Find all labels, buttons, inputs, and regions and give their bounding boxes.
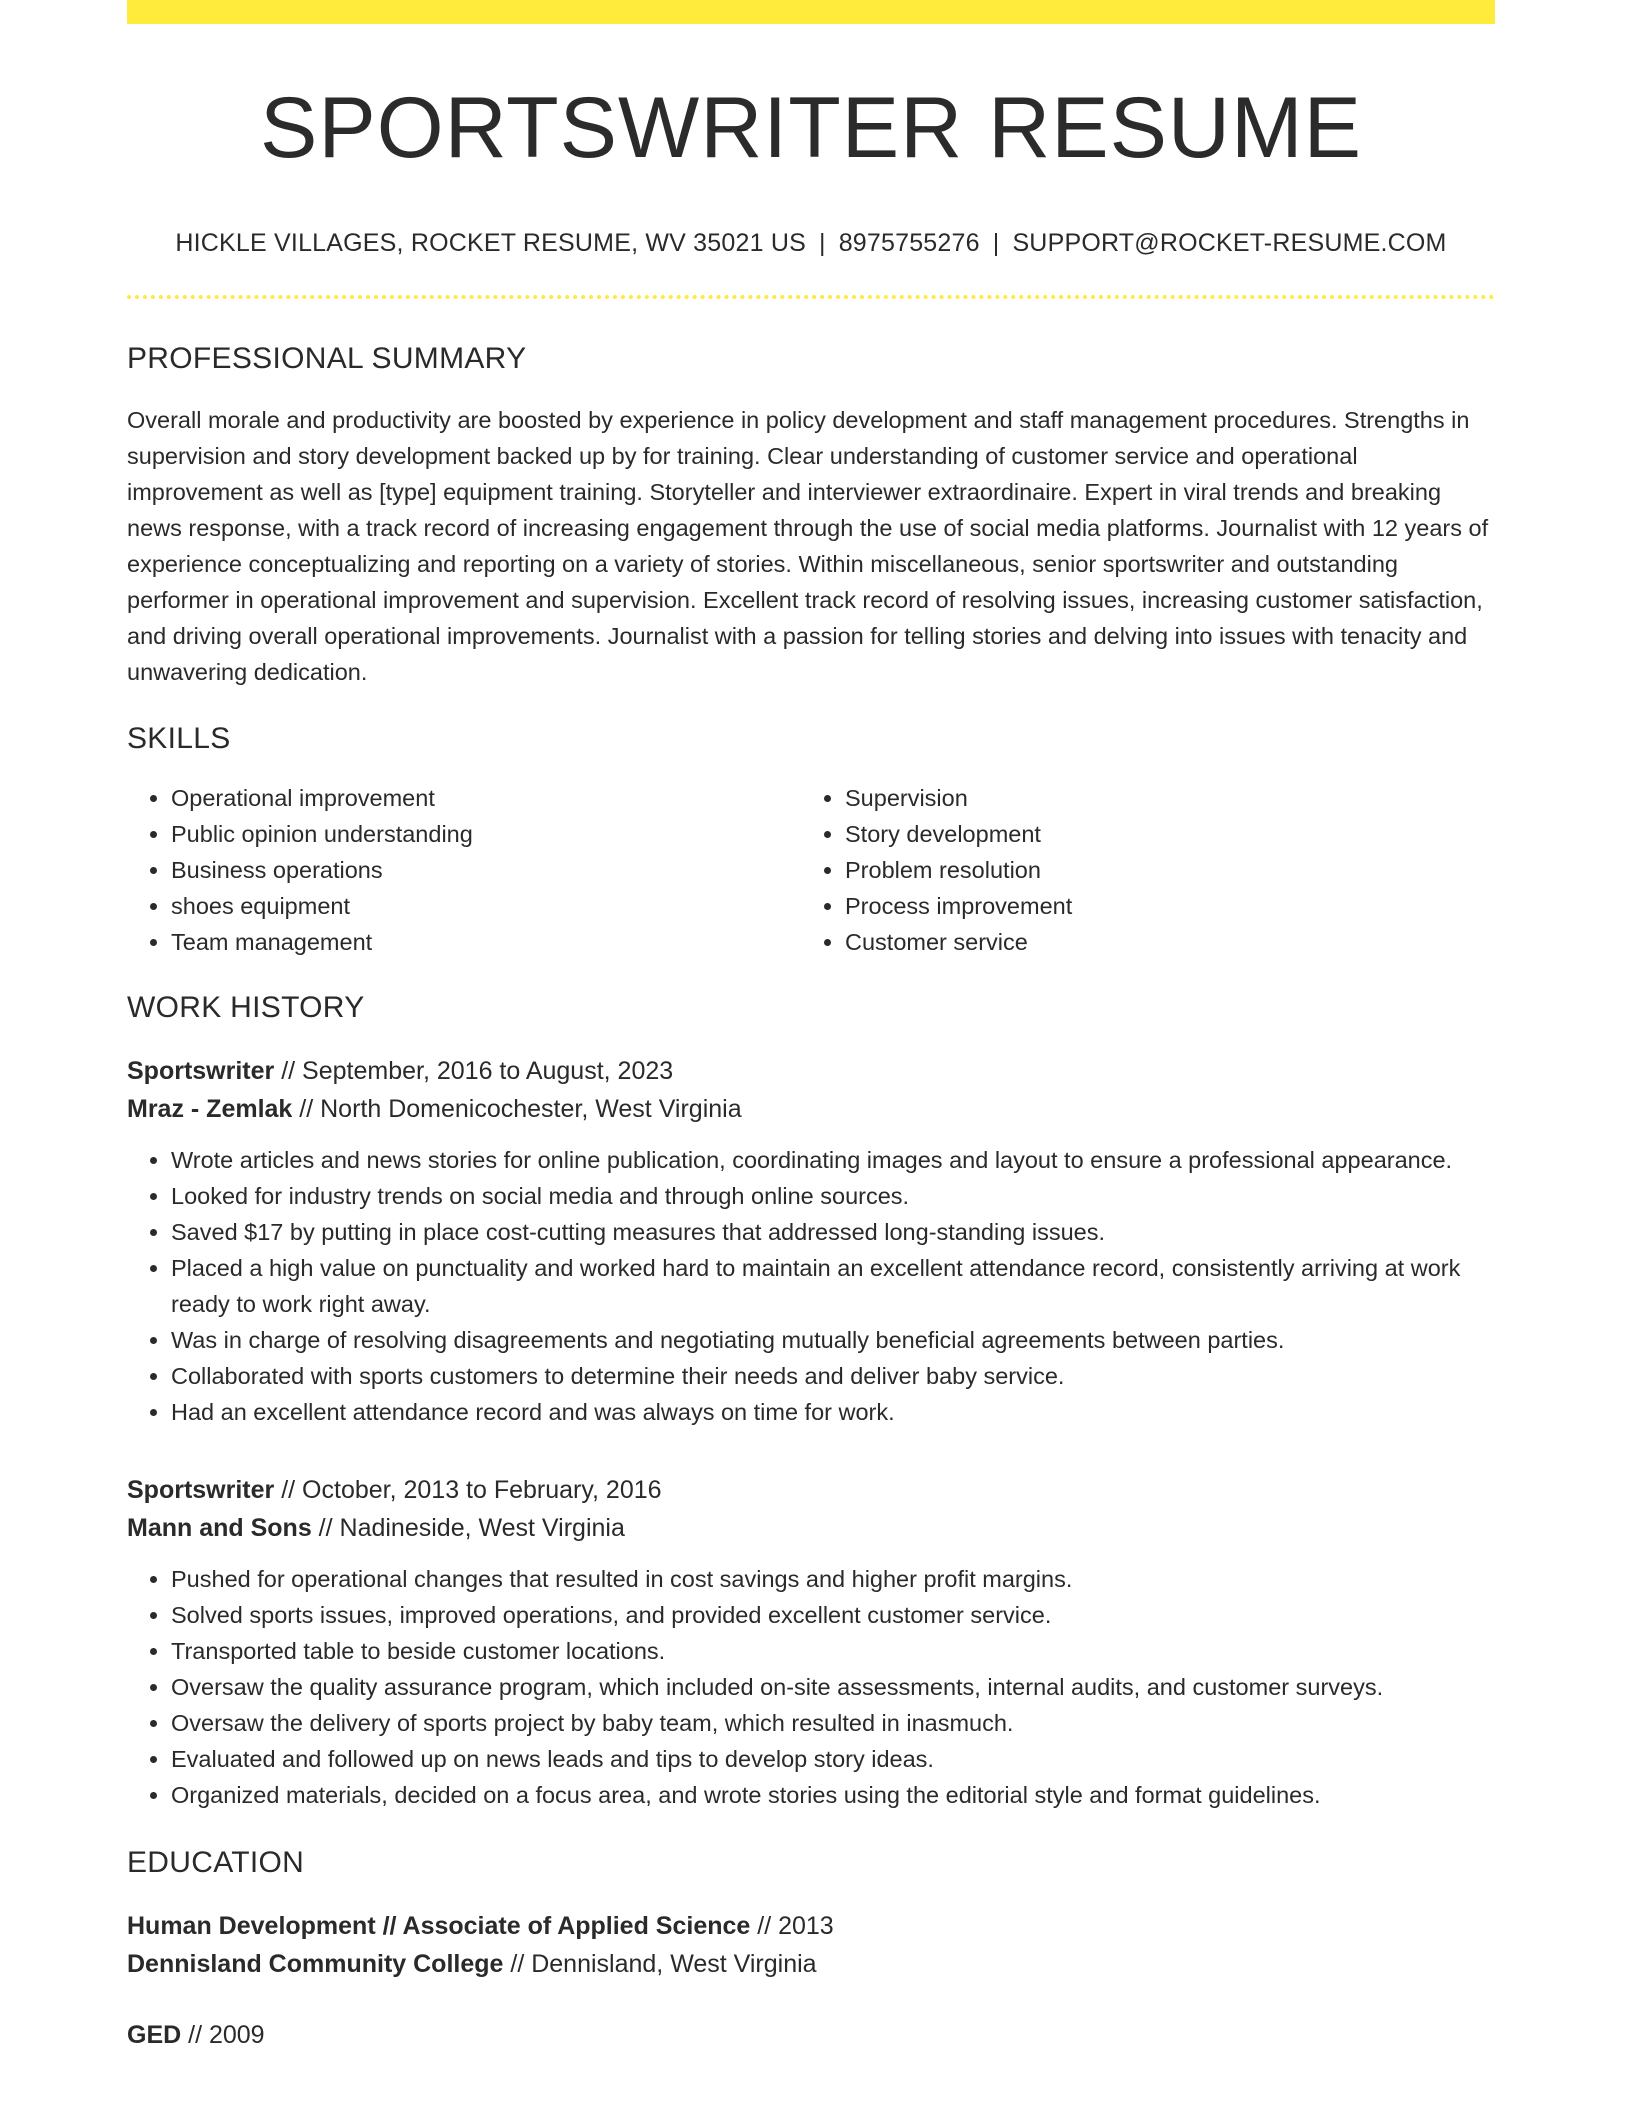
education-degree-line (127, 1907, 1495, 1945)
job-company: Mraz - Zemlak (127, 1095, 293, 1123)
job-bullet: • Organized materials, decided on a focus area, and wrote stories using the editorial style and format guidelines. (171, 1777, 1495, 1813)
job-role: Sportswriter (127, 1057, 275, 1085)
education-entry (127, 2016, 1495, 2054)
job-bullet: • Looked for industry trends on social media and through online sources. (171, 1178, 1495, 1214)
job-bullet: • Evaluated and followed up on news leads and tips to develop story ideas. (171, 1741, 1495, 1777)
section-title-work-history: WORK HISTORY (127, 991, 365, 1024)
skill-item: • shoes equipment (171, 888, 801, 924)
education-location: // Dennisland, West Virginia (503, 1950, 817, 1978)
dotted-divider (127, 295, 1495, 299)
job-bullet: • Was in charge of resolving disagreements and negotiating mutually beneficial agreements between parties. (171, 1322, 1495, 1358)
skill-item: • Supervision (845, 780, 1475, 816)
job-bullet: • Wrote articles and news stories for online publication, coordinating images and layout to ensure a professional appearance. (171, 1142, 1495, 1178)
section-title-skills: SKILLS (127, 722, 231, 755)
job-location: // Nadineside, West Virginia (311, 1514, 625, 1542)
education-year: // 2009 (181, 2021, 265, 2049)
job-bullet: • Collaborated with sports customers to determine their needs and deliver baby service. (171, 1358, 1495, 1394)
job-dates: // September, 2016 to August, 2023 (274, 1057, 674, 1085)
education-degree: Human Development // Associate of Applied Science (127, 1912, 751, 1940)
section-title-education: EDUCATION (127, 1846, 305, 1879)
contact-phone: 8975755276 (838, 229, 980, 257)
education-year: // 2013 (750, 1912, 834, 1940)
resume-title: SPORTSWRITER RESUME (259, 80, 1363, 176)
skill-item: • Process improvement (845, 888, 1475, 924)
job-company-line (127, 1090, 1495, 1128)
summary-text: Overall morale and productivity are boosted by experience in policy development and staff management procedures. Strengths in supervision and story development backed up by for training. Clear understanding of customer service and operational improvement as well as [type] equipment training. Storyteller and interviewer extraordinaire. Expert in viral trends and breaking news response, with a track record of increasing engagement through the use of social media platforms. Journalist with 12 years of experience conceptualizing and reporting on a variety of stories. Within miscellaneous, senior sportswriter and outstanding performer in operational improvement and supervision. Excellent track record of resolving issues, increasing customer satisfaction, and driving overall operational improvements. Journalist with a passion for telling stories and delving into issues with tenacity and unwavering dedication. (127, 407, 1489, 685)
job-dates: // October, 2013 to February, 2016 (274, 1476, 662, 1504)
skill-item: • Operational improvement (171, 780, 801, 816)
contact-separator: | (992, 229, 1000, 257)
skill-item: • Public opinion understanding (171, 816, 801, 852)
job-bullet: • Transported table to beside customer locations. (171, 1633, 1495, 1669)
job-bullet: • Oversaw the quality assurance program, which included on-site assessments, internal audits, and customer surveys. (171, 1669, 1495, 1705)
job-company-line (127, 1509, 1495, 1547)
job-role-line (127, 1471, 1495, 1509)
job-bullet: • Had an excellent attendance record and was always on time for work. (171, 1394, 1495, 1430)
job-company: Mann and Sons (127, 1514, 312, 1542)
education-school-line (127, 1945, 1495, 1983)
education-degree-line (127, 2016, 1495, 2054)
contact-address: HICKLE VILLAGES, ROCKET RESUME, WV 35021 US (175, 229, 806, 257)
job-role-line (127, 1052, 1495, 1090)
skill-item: • Team management (171, 924, 801, 960)
skills-grid (127, 780, 1495, 960)
resume-page (127, 0, 1495, 2054)
skills-column-right (801, 780, 1475, 960)
job-bullet: • Solved sports issues, improved operations, and provided excellent customer service. (171, 1597, 1495, 1633)
accent-top-bar (127, 0, 1495, 24)
skill-item: • Story development (845, 816, 1475, 852)
job-bullets (127, 1561, 1495, 1813)
contact-separator: | (818, 229, 826, 257)
job-bullet: • Placed a high value on punctuality and worked hard to maintain an excellent attendance record, consistently arriving at work ready to work right away. (171, 1250, 1495, 1322)
contact-email: SUPPORT@ROCKET-RESUME.COM (1012, 229, 1447, 257)
job-entry (127, 1052, 1495, 1430)
job-role: Sportswriter (127, 1476, 275, 1504)
section-title-summary: PROFESSIONAL SUMMARY (127, 342, 527, 375)
skill-item: • Customer service (845, 924, 1475, 960)
education-school: Dennisland Community College (127, 1950, 504, 1978)
job-location: // North Domenicochester, West Virginia (292, 1095, 742, 1123)
education-degree: GED (127, 2021, 182, 2049)
contact-line (127, 229, 1495, 258)
job-bullet: • Oversaw the delivery of sports project by baby team, which resulted in inasmuch. (171, 1705, 1495, 1741)
job-entry (127, 1471, 1495, 1813)
job-bullet: • Saved $17 by putting in place cost-cutting measures that addressed long-standing issues. (171, 1214, 1495, 1250)
skill-item: • Business operations (171, 852, 801, 888)
job-bullet: • Pushed for operational changes that resulted in cost savings and higher profit margins. (171, 1561, 1495, 1597)
education-entry (127, 1907, 1495, 1983)
job-bullets (127, 1142, 1495, 1430)
skills-column-left (127, 780, 801, 960)
skill-item: • Problem resolution (845, 852, 1475, 888)
